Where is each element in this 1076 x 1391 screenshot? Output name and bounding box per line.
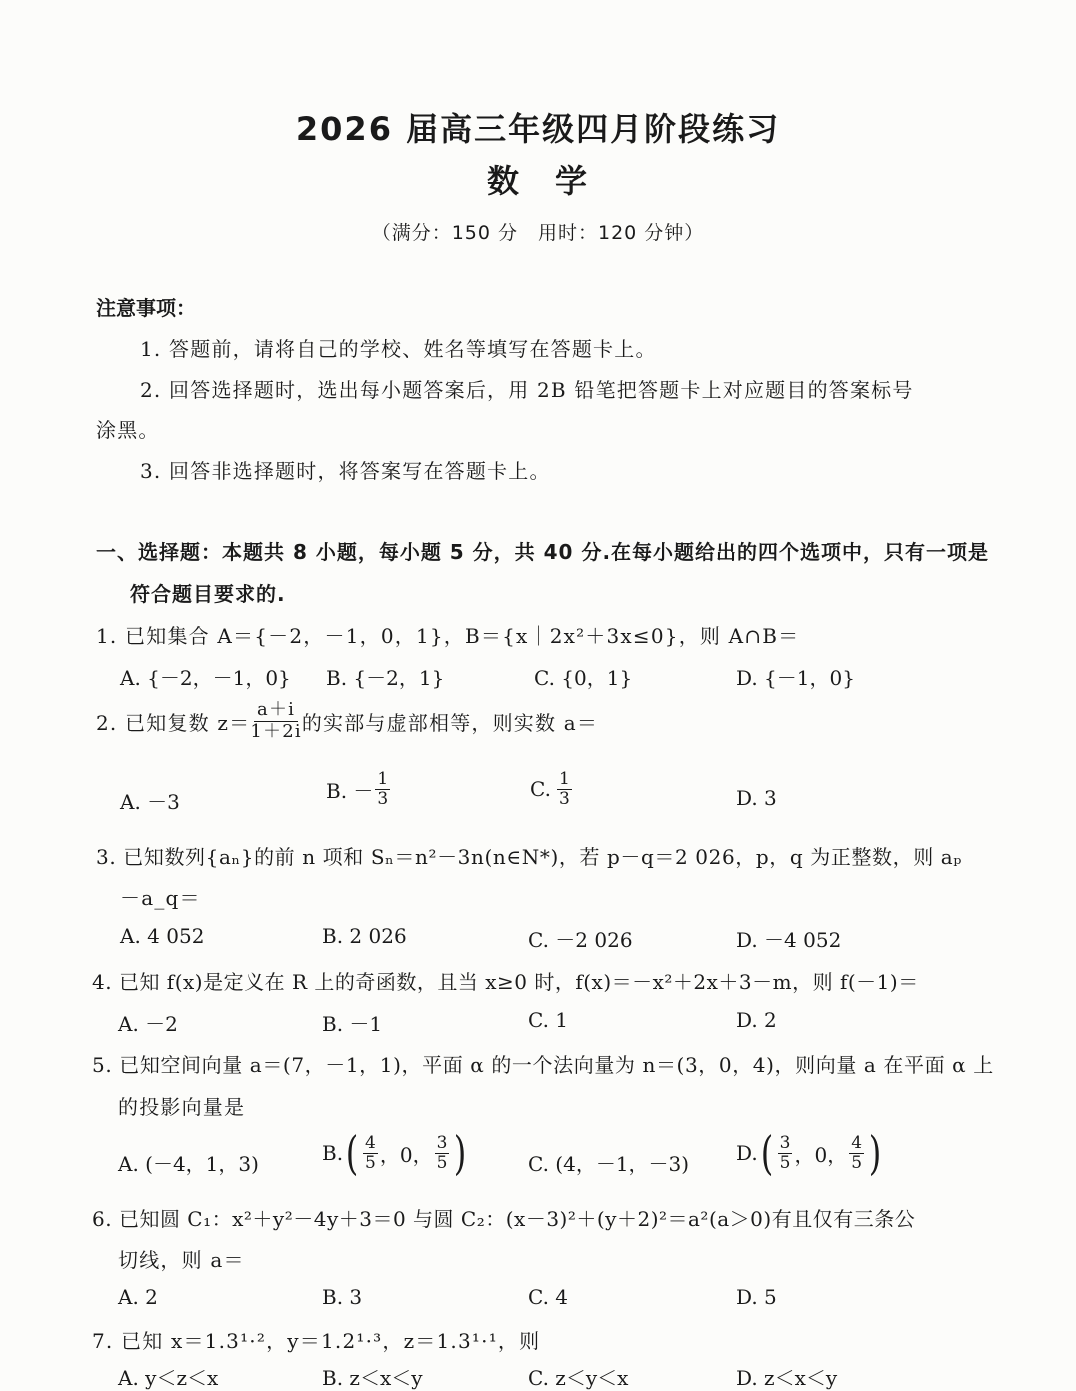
question-7-stem: 7. 已知 x＝1.3¹·²，y＝1.2¹·³，z＝1.3¹·¹，则 (92, 1329, 541, 1353)
q5-option-d-middle: ，0， (794, 1142, 848, 1167)
question-5-stem-continued: 的投影向量是 (118, 1095, 246, 1119)
fraction-numerator: 3 (779, 1132, 791, 1153)
q5-b-fraction-1 (363, 1134, 378, 1172)
q4-option-d: D. 2 (736, 1008, 777, 1032)
left-paren: ( (345, 1126, 359, 1180)
q1-option-a: A. {－2，－1，0} (120, 666, 291, 690)
q4-option-b: B. －1 (322, 1012, 383, 1036)
q2-option-b-fraction (375, 770, 390, 808)
q4-option-c: C. 1 (528, 1008, 569, 1032)
fraction-denominator: 3 (377, 788, 389, 809)
exam-title: 2026 届高三年级四月阶段练习 (295, 110, 781, 148)
q2-option-c (530, 770, 574, 808)
q1-option-d: D. {－1，0} (736, 666, 855, 690)
fraction-denominator: 5 (779, 1152, 791, 1173)
q2-fraction (250, 700, 301, 742)
q2-option-c-label: C. (530, 777, 551, 802)
q5-option-c: C. (4，－1，－3) (528, 1152, 690, 1176)
fraction-denominator: 5 (851, 1152, 863, 1173)
q7-option-a: A. y＜z＜x (118, 1366, 219, 1390)
fraction-numerator: 1 (377, 769, 389, 789)
q2-option-a: A. －3 (120, 790, 180, 814)
left-paren: ( (760, 1126, 773, 1180)
q5-d-fraction-1 (778, 1134, 793, 1172)
note-item: 3. 回答非选择题时，将答案写在答题卡上。 (140, 459, 551, 483)
q2-option-c-fraction (557, 770, 572, 808)
fraction-denominator: 5 (365, 1152, 376, 1173)
question-6-stem: 6. 已知圆 C₁：x²＋y²－4y＋3＝0 与圆 C₂：(x－3)²＋(y＋2)²＝a²(a＞0)有且仅有三条公 (92, 1207, 916, 1231)
q2-option-b (326, 770, 392, 808)
q3-option-a: A. 4 052 (120, 924, 205, 948)
q7-option-b: B. z＜x＜y (322, 1366, 423, 1390)
question-3-stem-continued: －a_q＝ (120, 886, 201, 910)
q3-option-d: D. －4 052 (736, 928, 842, 952)
question-2-stem (96, 700, 598, 742)
subject-title: 数 学 (486, 162, 589, 200)
notes-heading: 注意事项： (96, 296, 196, 320)
question-6-stem-continued: 切线，则 a＝ (118, 1248, 245, 1272)
question-1-stem: 1. 已知集合 A＝{－2，－1，0，1}，B＝{x｜2x²＋3x≤0}，则 A∩B＝ (96, 624, 800, 648)
q5-option-b-middle: ，0， (379, 1142, 433, 1167)
question-5-stem: 5. 已知空间向量 a＝(7，－1，1)，平面 α 的一个法向量为 n＝(3，0，4)，则向量 a 在平面 α 上 (92, 1053, 994, 1077)
q5-option-d-label: D. (736, 1141, 758, 1165)
q5-b-fraction-2 (435, 1134, 450, 1172)
exam-meta: （满分：150 分 用时：120 分钟） (371, 222, 705, 244)
q2-fraction-numerator: a＋i (254, 700, 298, 722)
q5-option-b-label: B. (322, 1141, 344, 1165)
q5-option-d (736, 1126, 884, 1180)
q2-option-d: D. 3 (736, 786, 777, 810)
fraction-numerator: 4 (365, 1132, 376, 1153)
q2-option-b-label: B. － (326, 778, 374, 803)
fraction-numerator: 4 (851, 1132, 863, 1153)
q7-option-d: D. z＜x＜y (736, 1366, 838, 1390)
q1-option-b: B. {－2，1} (326, 666, 445, 690)
q7-option-c: C. z＜y＜x (528, 1366, 629, 1390)
section-heading: 一、选择题：本题共 8 小题，每小题 5 分，共 40 分.在每小题给出的四个选项中，只有一项是 (96, 540, 990, 564)
q2-fraction-denominator: 1＋2i (250, 720, 302, 742)
right-paren: ) (454, 1126, 467, 1180)
section-heading-continued: 符合题目要求的. (130, 582, 286, 606)
q6-option-d: D. 5 (736, 1285, 777, 1309)
q6-option-c: C. 4 (528, 1285, 569, 1309)
fraction-numerator: 1 (558, 769, 570, 789)
q5-option-b (322, 1126, 469, 1180)
note-item: 2. 回答选择题时，选出每小题答案后，用 2B 铅笔把答题卡上对应题目的答案标号 (140, 378, 914, 402)
q6-option-a: A. 2 (118, 1285, 158, 1309)
q6-option-b: B. 3 (322, 1285, 363, 1309)
q3-option-c: C. －2 026 (528, 928, 633, 952)
right-paren: ) (868, 1126, 882, 1180)
question-3-stem: 3. 已知数列{aₙ}的前 n 项和 Sₙ＝n²－3n(n∈N*)，若 p－q＝2 026，p，q 为正整数，则 aₚ (96, 845, 962, 869)
q2-suffix: 的实部与虚部相等，则实数 a＝ (301, 710, 599, 735)
q5-option-a: A. (－4，1，3) (118, 1152, 259, 1176)
fraction-denominator: 3 (558, 788, 570, 809)
q5-d-fraction-2 (849, 1134, 864, 1172)
question-4-stem: 4. 已知 f(x)是定义在 R 上的奇函数，且当 x≥0 时，f(x)＝－x²＋2x＋3－m，则 f(－1)＝ (92, 970, 919, 994)
q3-option-b: B. 2 026 (322, 924, 407, 948)
fraction-numerator: 3 (436, 1132, 448, 1153)
q2-prefix: 2. 已知复数 z＝ (96, 710, 251, 735)
fraction-denominator: 5 (436, 1152, 448, 1173)
q4-option-a: A. －2 (118, 1012, 178, 1036)
note-item-continued: 涂黑。 (96, 418, 160, 442)
q1-option-c: C. {0，1} (534, 666, 633, 690)
note-item: 1. 答题前，请将自己的学校、姓名等填写在答题卡上。 (140, 337, 657, 361)
